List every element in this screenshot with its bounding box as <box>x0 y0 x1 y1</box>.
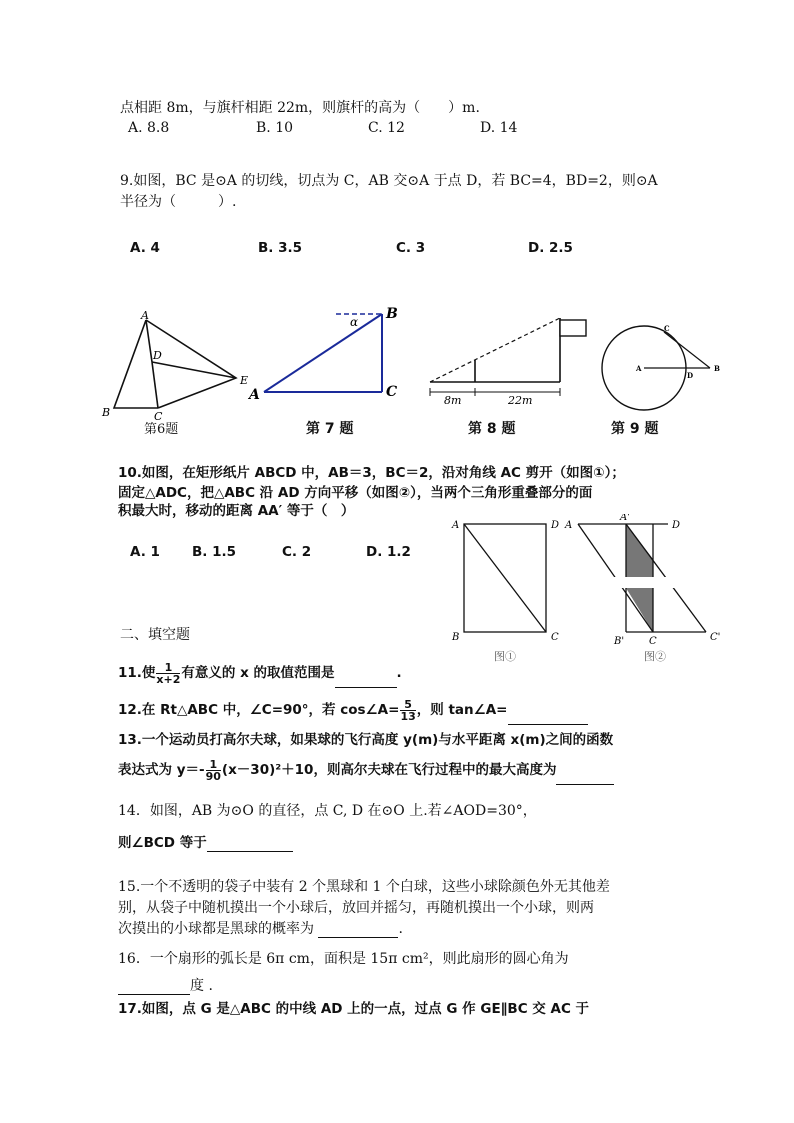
q16-line1: 16．一个扇形的弧长是 6π cm，面积是 15π cm²，则此扇形的圆心角为 <box>118 951 569 967</box>
q12-frac-num: 5 <box>400 699 415 711</box>
q10-option-d: D. 1.2 <box>366 544 411 560</box>
q9-option-d: D. 2.5 <box>528 240 573 256</box>
q14-line1: 14．如图，AB 为⊙O 的直径，点 C, D 在⊙O 上.若∠AOD=30°， <box>118 803 537 819</box>
q16-line2 <box>118 977 213 995</box>
q9-option-a: A. 4 <box>130 240 160 256</box>
fig10-caption-2: 图② <box>644 650 666 663</box>
fig10-caption-1: 图① <box>494 650 516 663</box>
q10-line1: 10.如图，在矩形纸片 ABCD 中，AB＝3，BC＝2，沿对角线 AC 剪开（如图①）； <box>118 465 625 481</box>
q10-option-b: B. 1.5 <box>192 544 237 560</box>
fig7-label-c: C <box>386 384 398 400</box>
q11-frac-num: 1 <box>156 662 180 674</box>
fig9-label-a: A <box>636 364 642 373</box>
q10-option-c: C. 2 <box>282 544 312 560</box>
fig10-label-b: B <box>452 632 460 643</box>
q15-line1: 15.一个不透明的袋子中装有 2 个黑球和 1 个白球，这些小球除颜色外无其他差 <box>118 879 610 895</box>
fig9-label-d: D <box>687 371 694 380</box>
q8-option-a: A. 8.8 <box>128 120 170 136</box>
q10-option-a: A. 1 <box>130 544 160 560</box>
q8-option-b: B. 10 <box>256 120 294 136</box>
fig7-label-alpha: α <box>350 315 359 329</box>
figure-10 <box>448 514 738 666</box>
q12-frac-den: 13 <box>400 709 416 723</box>
q13-fraction <box>206 759 221 782</box>
fig7-label-b: B <box>386 306 398 322</box>
fig10-label-d: D <box>551 520 560 531</box>
fig6-label-a: A <box>141 309 149 322</box>
q13-frac-num: 1 <box>206 759 221 771</box>
fig6-label-e: E <box>240 374 249 387</box>
fig6-label-d: D <box>153 349 162 362</box>
fig10-label-d2: D <box>672 520 681 531</box>
q13-post: (x－30)²＋10，则高尔夫球在飞行过程中的最大高度为 <box>221 762 557 778</box>
figure-6 <box>96 306 266 436</box>
q12-answer-blank[interactable] <box>508 710 588 725</box>
q10-line2: 固定△ADC，把△ABC 沿 AD 方向平移（如图②），当两个三角形重叠部分的面 <box>118 485 593 501</box>
fig6-label-c: C <box>154 410 163 423</box>
fig6-label-b: B <box>102 406 111 419</box>
q15-line3 <box>118 920 403 938</box>
q9-option-b: B. 3.5 <box>258 240 303 256</box>
q11-frac-den: x+2 <box>156 672 181 686</box>
q11-end: . <box>396 665 402 681</box>
q11-answer-blank[interactable] <box>335 673 397 688</box>
q17-line1: 17.如图，点 G 是△ABC 的中线 AD 上的一点，过点 G 作 GE∥BC 交 AC 于 <box>118 1001 590 1017</box>
fig10-label-c2: C <box>649 636 657 647</box>
fig10-label-a-prime: A' <box>620 514 630 523</box>
q16-answer-blank[interactable] <box>118 980 190 995</box>
q11-pre: 11.使 <box>118 665 156 681</box>
q16-line2-end: 度 . <box>190 978 213 994</box>
q9-line2: 半径为（ ）. <box>120 194 237 210</box>
fig9-label-b: B <box>714 364 720 373</box>
q14-answer-blank[interactable] <box>207 837 293 852</box>
q9-option-c: C. 3 <box>396 240 426 256</box>
q11-post: 有意义的 x 的取值范围是 <box>181 665 335 681</box>
figure-8 <box>420 314 600 414</box>
fig10-label-a: A <box>452 520 460 531</box>
q12-fraction <box>400 699 415 722</box>
q8-option-c: C. 12 <box>368 120 405 136</box>
fig9-caption: 第 9 题 <box>611 421 659 437</box>
q10-line3: 积最大时，移动的距离 AA′ 等于（ ） <box>118 503 355 519</box>
fig8-label-22m: 22m <box>508 394 533 407</box>
q13-pre: 表达式为 y＝- <box>118 762 205 778</box>
fig9-label-c: C <box>664 324 670 333</box>
q12-post: ，则 tan∠A= <box>416 702 508 718</box>
q8-option-d: D. 14 <box>480 120 518 136</box>
fig10-label-c-prime: C' <box>710 632 721 643</box>
fig10-label-b-prime: B' <box>614 636 625 647</box>
q15-line3-text: 次摸出的小球都是黑球的概率为 <box>118 921 314 937</box>
fig7-caption: 第 7 题 <box>306 421 354 437</box>
fig10-label-c: C <box>551 632 559 643</box>
section2-title: 二、填空题 <box>120 627 190 643</box>
q11 <box>118 658 402 688</box>
q12-pre: 12.在 Rt△ABC 中，∠C=90°，若 cos∠A= <box>118 702 400 718</box>
figure-9 <box>596 320 726 420</box>
q11-fraction <box>156 662 180 685</box>
q15-line2: 别，从袋子中随机摸出一个小球后，放回并摇匀，再随机摸出一个小球，则两 <box>118 900 594 916</box>
fig6-caption: 第6题 <box>144 422 179 437</box>
fig7-label-a: A <box>249 387 260 403</box>
q14-line2 <box>118 834 293 852</box>
figure-7 <box>246 302 406 412</box>
q13-frac-den: 90 <box>205 769 221 783</box>
q13-line2 <box>118 755 614 785</box>
fig8-caption: 第 8 题 <box>468 421 516 437</box>
fig10-label-a2: A <box>565 520 573 531</box>
q8-stem: 点相距 8m，与旗杆相距 22m，则旗杆的高为（ ）m. <box>120 100 480 116</box>
q15-end: . <box>398 921 403 937</box>
q15-answer-blank[interactable] <box>318 923 398 938</box>
q13-line1: 13.一个运动员打高尔夫球，如果球的飞行高度 y(m)与水平距离 x(m)之间的函数 <box>118 732 614 748</box>
q13-answer-blank[interactable] <box>556 770 614 785</box>
q9-line1: 9.如图，BC 是⊙A 的切线，切点为 C，AB 交⊙A 于点 D，若 BC=4，BD=2，则⊙A <box>120 173 658 189</box>
q12 <box>118 695 588 725</box>
q14-line2-text: 则∠BCD 等于 <box>118 835 207 851</box>
fig8-label-8m: 8m <box>444 394 462 407</box>
